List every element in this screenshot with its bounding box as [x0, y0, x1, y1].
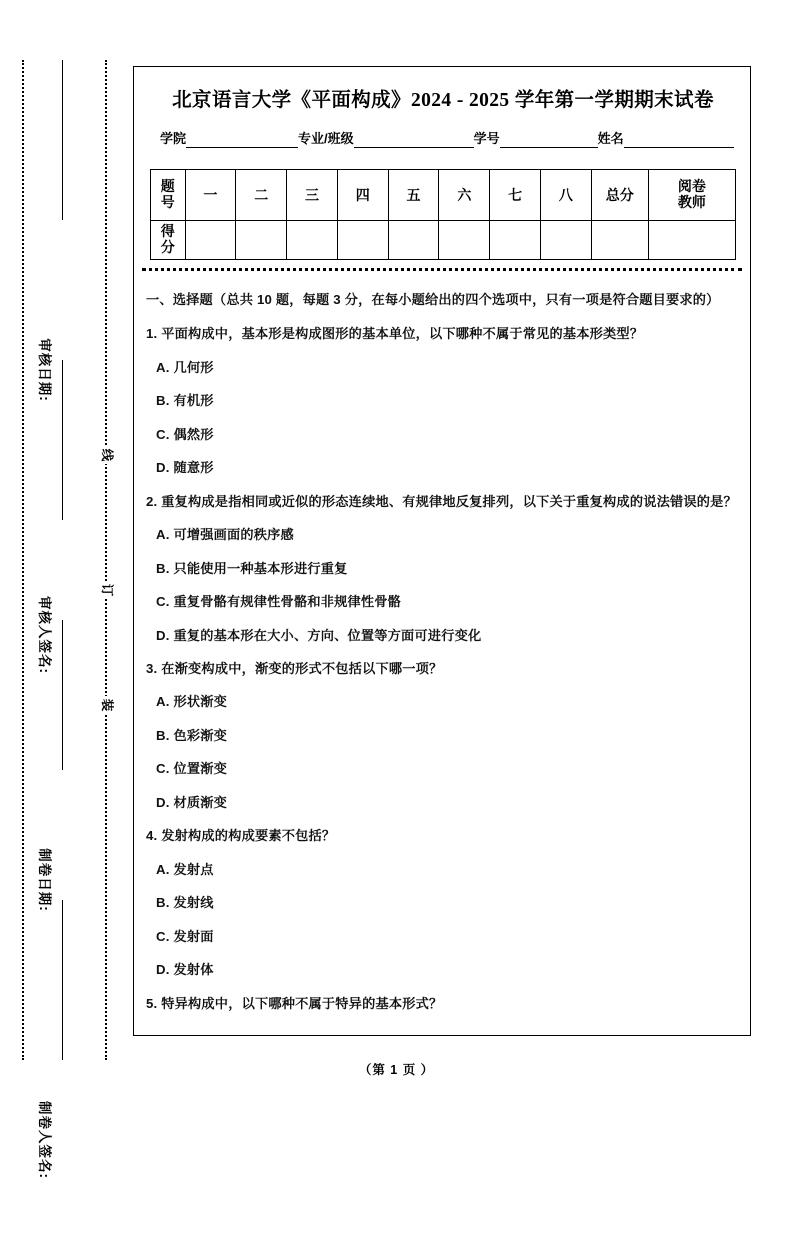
seal-char-zhuang: 装	[98, 696, 116, 714]
score-col-header-1: 一	[185, 170, 236, 221]
field-major-class-input[interactable]	[354, 131, 474, 148]
question-1-option-c[interactable]: C. 偶然形	[156, 426, 214, 442]
question-1-option-d[interactable]: D. 随意形	[156, 460, 214, 476]
score-col-header-grader	[648, 170, 735, 221]
seal-rule-4	[62, 900, 63, 1060]
page-title: 北京语言大学《平面构成》2024 - 2025 学年第一学期期末试卷	[172, 90, 714, 111]
score-table-score-row	[151, 221, 736, 260]
question-3-option-b[interactable]: B. 色彩渐变	[156, 727, 228, 743]
question-body	[146, 290, 740, 1027]
seal-char-xian: 线	[98, 446, 116, 464]
seal-label-maker-date: 制卷日期:	[37, 848, 52, 912]
score-label-line2: 分	[160, 239, 175, 255]
question-3-option-d[interactable]: D. 材质渐变	[156, 794, 228, 810]
question-4-option-a[interactable]: A. 发射点	[156, 861, 214, 877]
field-name-label: 姓名	[597, 131, 624, 146]
question-4-option-d[interactable]: D. 发射体	[156, 962, 214, 978]
field-major-class	[298, 128, 474, 148]
score-cell-5[interactable]	[388, 221, 439, 260]
field-college	[160, 128, 298, 148]
question-1-stem: 1. 平面构成中，基本形是构成图形的基本单位，以下哪种不属于常见的基本形类型？	[146, 326, 644, 342]
score-cell-3[interactable]	[287, 221, 338, 260]
page-number-footer: （第 1 页 ）	[358, 1063, 435, 1077]
field-student-id	[474, 128, 598, 148]
field-college-label: 学院	[160, 131, 187, 146]
question-2-stem: 2. 重复构成是指相同或近似的形态连续地、有规律地反复排列，以下关于重复构成的说法错误的是？	[146, 493, 737, 509]
row-label-line1: 题	[160, 178, 175, 195]
score-col-header-8: 八	[541, 170, 592, 221]
question-3-option-a[interactable]: A. 形状渐变	[156, 694, 228, 710]
score-cell-4[interactable]	[337, 221, 388, 260]
score-cell-1[interactable]	[185, 221, 236, 260]
score-cell-6[interactable]	[439, 221, 490, 260]
score-col-header-5: 五	[388, 170, 439, 221]
seal-dotted-line-outer	[22, 60, 24, 1060]
field-student-id-label: 学号	[473, 131, 500, 146]
seal-binding-area	[0, 60, 133, 1179]
seal-label-maker-signature: 制卷人签名:	[37, 1101, 52, 1179]
seal-label-review-date: 审核日期:	[37, 338, 52, 402]
question-2-option-d[interactable]: D. 重复的基本形在大小、方向、位置等方面可进行变化	[156, 627, 482, 643]
field-college-input[interactable]	[186, 131, 298, 148]
score-table-row-label-score	[151, 221, 186, 260]
field-student-id-input[interactable]	[500, 131, 598, 148]
field-name	[598, 128, 734, 148]
score-label-line1: 得	[160, 223, 175, 240]
student-info-row	[160, 126, 730, 148]
seal-dotted-line-inner	[105, 60, 107, 1060]
score-col-header-total: 总分	[591, 170, 648, 221]
question-2-option-c[interactable]: C. 重复骨骼有规律性骨骼和非规律性骨骼	[156, 594, 402, 610]
score-col-header-6: 六	[439, 170, 490, 221]
score-table-row-label-question	[151, 170, 186, 221]
grader-label-line2: 教师	[677, 194, 706, 210]
field-major-class-label: 专业/班级	[298, 131, 354, 146]
score-col-header-2: 二	[236, 170, 287, 221]
question-4-option-c[interactable]: C. 发射面	[156, 928, 214, 944]
row-label-line2: 号	[160, 194, 175, 210]
question-1-option-b[interactable]: B. 有机形	[156, 393, 214, 409]
question-4-option-b[interactable]: B. 发射线	[156, 895, 214, 911]
field-name-input[interactable]	[624, 131, 734, 148]
score-table-header-row	[151, 170, 736, 221]
seal-rule-3	[62, 620, 63, 770]
score-cell-8[interactable]	[541, 221, 592, 260]
question-3-stem: 3. 在渐变构成中，渐变的形式不包括以下哪一项？	[146, 660, 443, 676]
seal-char-ding: 订	[98, 581, 116, 599]
score-table	[150, 169, 736, 260]
question-1-option-a[interactable]: A. 几何形	[156, 359, 214, 375]
section-heading-choice: 一、选择题（总共 10 题，每题 3 分，在每小题给出的四个选项中，只有一项是符合题目要求的）	[146, 292, 720, 307]
score-col-header-7: 七	[490, 170, 541, 221]
seal-rule-1	[62, 60, 63, 220]
score-cell-grader[interactable]	[648, 221, 735, 260]
section-dotted-separator	[142, 268, 742, 271]
question-5-stem: 5. 特异构成中，以下哪种不属于特异的基本形式？	[146, 995, 443, 1011]
score-cell-total[interactable]	[591, 221, 648, 260]
score-cell-7[interactable]	[490, 221, 541, 260]
question-2-option-b[interactable]: B. 只能使用一种基本形进行重复	[156, 560, 348, 576]
score-col-header-3: 三	[287, 170, 338, 221]
question-2-option-a[interactable]: A. 可增强画面的秩序感	[156, 527, 294, 543]
seal-label-reviewer-signature: 审核人签名:	[37, 596, 52, 674]
seal-rule-2	[62, 360, 63, 520]
question-4-stem: 4. 发射构成的构成要素不包括？	[146, 828, 336, 844]
question-3-option-c[interactable]: C. 位置渐变	[156, 761, 228, 777]
score-col-header-4: 四	[337, 170, 388, 221]
grader-label-line1: 阅卷	[677, 178, 706, 195]
score-cell-2[interactable]	[236, 221, 287, 260]
